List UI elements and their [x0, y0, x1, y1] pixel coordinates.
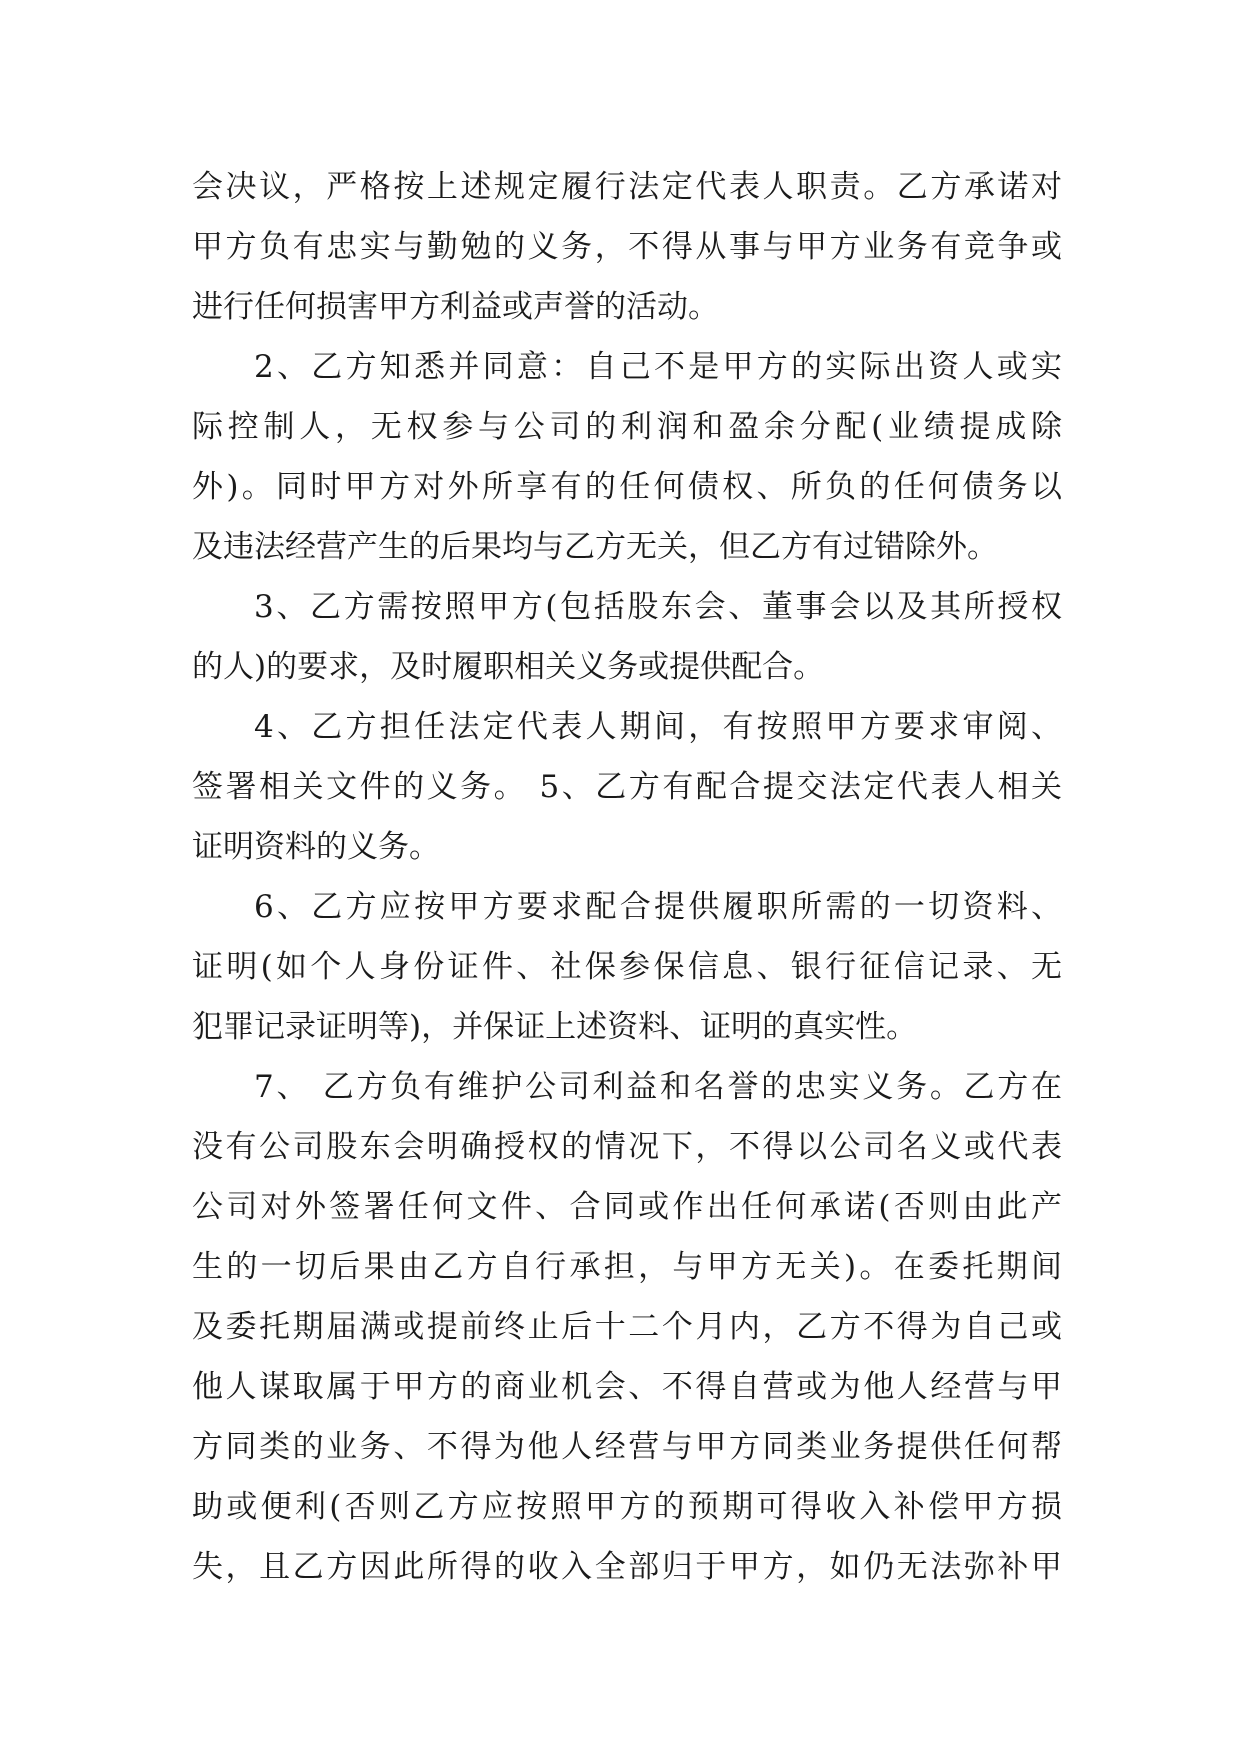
text-line: 证明(如个人身份证件、社保参保信息、银行征信记录、无	[192, 949, 1062, 985]
text-line: 签署相关文件的义务。 5、乙方有配合提交法定代表人相关	[192, 769, 1062, 805]
document-body	[192, 157, 1062, 1597]
text-line: 方同类的业务、不得为他人经营与甲方同类业务提供任何帮	[192, 1429, 1062, 1465]
text-line: 公司对外签署任何文件、合同或作出任何承诺(否则由此产	[192, 1189, 1062, 1225]
text-line: 他人谋取属于甲方的商业机会、不得自营或为他人经营与甲	[192, 1369, 1062, 1405]
text-line: 助或便利(否则乙方应按照甲方的预期可得收入补偿甲方损	[192, 1489, 1062, 1525]
text-line: 及违法经营产生的后果均与乙方无关，但乙方有过错除外。	[192, 529, 998, 565]
text-line: 3、乙方需按照甲方(包括股东会、董事会以及其所授权	[254, 589, 1062, 625]
text-line: 会决议，严格按上述规定履行法定代表人职责。乙方承诺对	[192, 169, 1062, 205]
text-line: 及委托期届满或提前终止后十二个月内，乙方不得为自己或	[192, 1309, 1062, 1345]
text-line: 进行任何损害甲方利益或声誉的活动。	[192, 289, 719, 325]
text-line: 失，且乙方因此所得的收入全部归于甲方，如仍无法弥补甲	[192, 1549, 1062, 1585]
text-line: 犯罪记录证明等)，并保证上述资料、证明的真实性。	[192, 1009, 918, 1045]
text-line: 2、乙方知悉并同意：自己不是甲方的实际出资人或实	[254, 349, 1062, 385]
text-line: 6、乙方应按甲方要求配合提供履职所需的一切资料、	[254, 889, 1062, 925]
text-line: 7、 乙方负有维护公司利益和名誉的忠实义务。乙方在	[254, 1069, 1062, 1105]
text-line: 的人)的要求，及时履职相关义务或提供配合。	[192, 649, 825, 685]
text-line: 甲方负有忠实与勤勉的义务，不得从事与甲方业务有竞争或	[192, 229, 1062, 265]
text-line: 际控制人，无权参与公司的利润和盈余分配(业绩提成除	[192, 409, 1062, 445]
text-line: 没有公司股东会明确授权的情况下，不得以公司名义或代表	[192, 1129, 1062, 1165]
text-line: 4、乙方担任法定代表人期间，有按照甲方要求审阅、	[254, 709, 1062, 745]
text-line: 生的一切后果由乙方自行承担，与甲方无关)。在委托期间	[192, 1249, 1062, 1285]
text-line: 证明资料的义务。	[192, 829, 440, 865]
text-line: 外)。同时甲方对外所享有的任何债权、所负的任何债务以	[192, 469, 1062, 505]
